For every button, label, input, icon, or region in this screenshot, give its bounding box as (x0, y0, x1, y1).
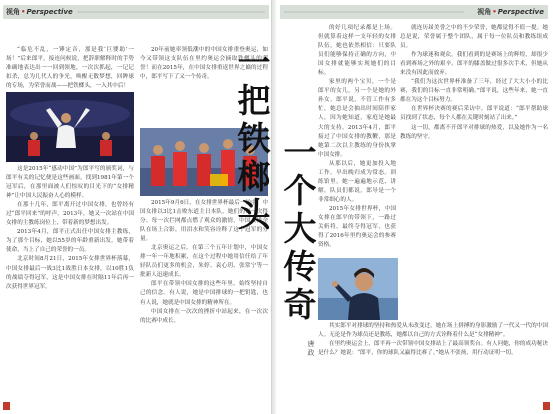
body-paragraph: 作为球迷和观众，我们看到的是赛场上的辉煌，却很少看到赛场之外的艰辛。郎平的膝盖做过很多次手术，但她从来没有因此而放弃。 (400, 52, 548, 77)
body-paragraph: 家里的两个宝贝，一个是郎平的女儿，另一个是她的外孙女，郎平说，不管工作有多忙，她总是会抽出时间陪伴家人，因为她知道，家庭是她最大的支持。2013年4月，郎平接过了中国女排的教鞭，那是她第二次以主教练的身份执掌中国女排。 (318, 79, 396, 158)
body-paragraph: “我们为这次世界杯准备了三年，经过了大大小小的比赛，我们的目标一直非常明确。”郎平说，这些年来，她一直都在为这个目标努力。 (400, 79, 548, 104)
body-paragraph: 北京时间8月21日，2015年女排世界杯落幕，中国女排最后一战3比1战胜日本女排，以10胜1负的战绩夺得冠军，这是中国女排在时隔11年后再一次获得世界冠军。 (6, 256, 134, 290)
body-paragraph: 这是2015年“感动中国”为郎平写的颁奖词，与郎平有关的记忆便是这些画面。找到1981年第一个冠军后，在那里面被人们惊叹的目光下的“女排精神”让中国人民振奋人心的模样。 (6, 166, 134, 200)
body-paragraph: 郎平在带领中国女排的这些年里，始终坚持自己的信念。有人说，她是中国排球的一把钥匙，也有人说，她就是中国女排的精神所在。 (140, 281, 268, 306)
right-column-1 (318, 24, 396, 256)
body-paragraph: 2015年女排世界杯，中国女排在郎平的带领下，一路过关斩将，最终夺得冠军，也获得了2016年里约奥运会的参赛资格。 (318, 205, 396, 249)
section-label: 视角•Perspective (477, 8, 544, 16)
body-paragraph: 从那以后，她更加投入地工作，早出晚归成为常态。训练馆里，她一遍遍地示范、讲解，队员们都说，郎导是一个非常细心的人。 (318, 160, 396, 203)
body-paragraph: 在那十几年，郎平离开过中国女排，也曾经有过“郎平回来”的呼声。2013年，她又一次站在中国女排的主教练岗位上，带着新的梦想出发。 (6, 202, 134, 227)
header-rule (284, 11, 464, 13)
section-label: 视角•Perspective (6, 8, 73, 16)
body-paragraph: 2013年4月，郎平正式出任中国女排主教练，为了那个目标，她以55岁的年龄重新出发。她带着使命，当上了自己的荣誉的一员。 (6, 229, 134, 254)
body-paragraph: 其实郎平对排球的坚持和热爱从未改变过，她在场上拼搏的身影激励了一代又一代的中国人。无论是作为球员还是教练，她都以自己的方式诠释着什么是“女排精神”。 (318, 323, 548, 339)
left-page-header (3, 5, 269, 19)
body-paragraph: 就连历届美誉之中的不少荣誉，她都觉得不值一提。她总是说，荣誉属于整个团队，属于每一位队员和教练组成员。 (400, 25, 548, 50)
coach-raising-arms-photo (6, 92, 134, 162)
left-column-1-top (6, 46, 134, 90)
right-column-2 (400, 24, 548, 256)
title-line-2: 一 个 大 传 奇 (283, 133, 317, 324)
header-rule (77, 11, 265, 13)
left-page (0, 0, 272, 414)
body-paragraph: 在世界杯决赛的赛后采访中，郎平说道：“郎平帮助球员找到了状态，每个人都在关键时刻站了出来。” (400, 106, 548, 122)
body-paragraph: 这一切，都离不开郎平对排球的热爱，以及她作为一名教练的坚守。 (400, 124, 548, 140)
title-line-1: 一 把 铁 榔 头 (237, 43, 271, 234)
right-page-header (280, 5, 548, 19)
left-column-1-bottom (6, 165, 134, 409)
body-paragraph: “临危不乱，一锤定音，那是我‘巨婴助’一场！”后来郎平，接连问候说，把辞职解释时的手势准确地表达出一一回到领地，一次次抓起，一记记扣杀，总为几代人的争光，唤醒无数梦想，回眸球的专场，为荣誉而战——把铁榔头，一入其中后！ (6, 47, 134, 90)
body-paragraph: 20年前她率领低潮中的中国女排重登奥运，如今又带领这支队伍在里约奥运会摘取铁榔头的荣誉！而在2015年，在中国女排重返世界之巅的过程中，郎平写下了又一个传奇。 (140, 47, 268, 81)
author-byline: 唐 政 (307, 340, 315, 357)
coach-portrait-photo (318, 258, 398, 320)
body-paragraph: 北京奥运之后，在第三个五年计划中，中国女排一年一年地积累，在这个过程中她用信任给了年轻队员们更多的机会，朱婷、袁心玥、张常宁等一批新人迅速成长。 (140, 245, 268, 279)
body-paragraph: 在里约奥运会上，郎平再一次带领中国女排站上了最高领奖台。有人问她，你的成功秘诀是什么？她说：“郎平，你的球队又赢得比赛了。”她从不张扬，用行动证明一切。 (318, 341, 548, 357)
body-paragraph: 中国女排在一次次的挫折中站起来，在一次次的比赛中成长。 (140, 308, 268, 324)
body-paragraph: 的好几项纪录都是上场。但就算着这样一支年轻的女排队伍，她也依然相信：只要队员们能够保持正确的方向，中国女排就能够实现她们的目标。 (318, 25, 396, 77)
body-paragraph: 2015年9月6日，在女排世界杯最后一轮中，中国女排以3比1击败东道主日本队，她们的每一次得分、每一次拦网都点燃了观众的激情，中国女排全队在场上合影，用泪水和笑容诠释了这个冠军的分量。 (140, 200, 268, 243)
right-column-bottom (318, 322, 548, 410)
page-number-marker (3, 402, 10, 410)
page-number-marker (543, 402, 550, 410)
